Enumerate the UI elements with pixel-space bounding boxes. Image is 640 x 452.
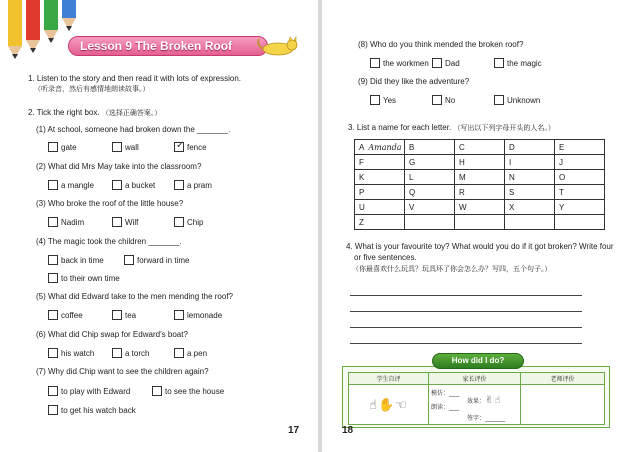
q2-8-option-3-label: the magic	[507, 59, 542, 68]
q2-8-option-3-checkbox[interactable]	[494, 58, 504, 68]
q2-2-option-3-checkbox[interactable]	[174, 180, 184, 190]
q2-6-option-2-checkbox[interactable]	[112, 348, 122, 358]
letter-cell[interactable]: T	[555, 185, 605, 200]
q2-4-option-3-checkbox[interactable]	[48, 273, 58, 283]
parent-field-signature: 签字：______	[467, 416, 506, 422]
letter-cell[interactable]	[455, 215, 505, 230]
q2-7-option-3-label: to get his watch back	[61, 406, 136, 415]
q2-3-question: (3) Who broke the roof of the little house?	[36, 199, 184, 208]
letter-cell[interactable]: F	[355, 155, 405, 170]
writing-line[interactable]	[350, 327, 582, 328]
letter-cell[interactable]: H	[455, 155, 505, 170]
q2-6-option-1-label: his watch	[61, 349, 95, 358]
blue-pencil-icon	[62, 0, 76, 30]
letter-cell[interactable]: Z	[355, 215, 405, 230]
q2-4-option-1-label: back in time	[61, 256, 104, 265]
q2-2-question: (2) What did Mrs May take into the classroom?	[36, 162, 202, 171]
q2-5-option-1-label: coffee	[61, 311, 83, 320]
q2-2-option-1-label: a mangle	[61, 181, 94, 190]
letter-cell[interactable]: G	[405, 155, 455, 170]
letter-cell[interactable]: J	[555, 155, 605, 170]
header-student: 学生自评	[349, 373, 429, 385]
q2-6-option-2-label: a torch	[125, 349, 150, 358]
letter-cell[interactable]: E	[555, 140, 605, 155]
table-row	[355, 200, 605, 215]
teacher-eval-cell[interactable]	[521, 385, 605, 425]
page-number-left: 17	[288, 425, 300, 436]
left-page	[0, 0, 318, 452]
table-row	[349, 385, 605, 425]
q2-6-option-1-checkbox[interactable]	[48, 348, 58, 358]
letter-cell[interactable]: W	[455, 200, 505, 215]
q2-7-option-1-checkbox[interactable]	[48, 386, 58, 396]
letter-cell[interactable]: X	[505, 200, 555, 215]
evaluation-title: How did I do?	[451, 356, 505, 365]
yellow-pencil-icon	[8, 0, 22, 58]
q2-6-question: (6) What did Chip swap for Edward’s boat?	[36, 330, 188, 339]
table-row	[355, 170, 605, 185]
q2-1-option-2-checkbox[interactable]	[112, 142, 122, 152]
q2-3-option-2-label: Wilf	[125, 218, 139, 227]
q2-9-option-2-label: No	[445, 96, 456, 105]
q2-7-option-2-checkbox[interactable]	[152, 386, 162, 396]
letter-cell[interactable]: I	[505, 155, 555, 170]
evaluation-table	[348, 372, 605, 425]
q2-4-option-2-label: forward in time	[137, 256, 190, 265]
letter-cell[interactable]: O	[555, 170, 605, 185]
q2-4-option-1-checkbox[interactable]	[48, 255, 58, 265]
writing-line[interactable]	[350, 343, 582, 344]
student-self-eval-cell[interactable]	[349, 385, 429, 425]
q2-5-option-3-checkbox[interactable]	[174, 310, 184, 320]
cat-icon	[254, 36, 300, 58]
q2-1-option-3-label: fence	[187, 143, 207, 152]
letter-cell[interactable]: C	[455, 140, 505, 155]
q2-9-option-3-checkbox[interactable]	[494, 95, 504, 105]
parent-field-reading: 朗读：___	[431, 405, 460, 411]
q2-8-option-2-checkbox[interactable]	[432, 58, 442, 68]
table-row	[349, 373, 605, 385]
q2-8-option-1-checkbox[interactable]	[370, 58, 380, 68]
q2-9-question: (9) Did they like the adventure?	[358, 77, 470, 86]
q2-9-option-3-label: Unknown	[507, 96, 541, 105]
letter-cell[interactable]: U	[355, 200, 405, 215]
q2-5-option-1-checkbox[interactable]	[48, 310, 58, 320]
letter-cell[interactable]: N	[505, 170, 555, 185]
q4-chinese: （你最喜欢什么玩具？玩具坏了你会怎么办？写四，五个句子。）	[352, 266, 552, 273]
header-teacher: 老师评价	[521, 373, 605, 385]
q2-2-option-1-checkbox[interactable]	[48, 180, 58, 190]
q2-7-option-3-checkbox[interactable]	[48, 405, 58, 415]
writing-line[interactable]	[350, 311, 582, 312]
red-pencil-icon	[26, 0, 40, 52]
parent-eval-cell[interactable]	[429, 385, 521, 425]
q2-8-option-1-label: the workmen	[383, 59, 429, 68]
q2-5-option-3-label: lemonade	[187, 311, 223, 320]
parent-field-effect: 效果：✌☝	[467, 395, 502, 406]
q2-1-option-2-label: wall	[125, 143, 139, 152]
letter-cell[interactable]	[405, 215, 455, 230]
q2-text: 2. Tick the right box. （选择正确答案。）	[28, 108, 162, 117]
q2-2-option-3-label: a pram	[187, 181, 212, 190]
parent-field-imitation: 模仿：___	[431, 391, 460, 397]
right-page	[322, 0, 640, 452]
q2-3-option-1-label: Nadim	[61, 218, 85, 227]
q2-5-option-2-checkbox[interactable]	[112, 310, 122, 320]
letter-cell[interactable]: V	[405, 200, 455, 215]
q2-1-option-3-checkbox-checked[interactable]	[174, 142, 184, 152]
q2-3-option-1-checkbox[interactable]	[48, 217, 58, 227]
q2-4-question: (4) The magic took the children _______.	[36, 237, 182, 246]
letter-cell[interactable]	[505, 215, 555, 230]
letter-cell[interactable]: B	[405, 140, 455, 155]
q2-4-option-3-label: to their own time	[61, 274, 120, 283]
letter-names-table	[354, 139, 605, 230]
table-row	[355, 155, 605, 170]
q2-3-option-2-checkbox[interactable]	[112, 217, 122, 227]
q4-text-line-1: 4. What is your favourite toy? What would you do if it got broken? Write four	[346, 242, 614, 251]
letter-cell[interactable]: L	[405, 170, 455, 185]
q2-9-option-2-checkbox[interactable]	[432, 95, 442, 105]
letter-cell[interactable]: M	[455, 170, 505, 185]
example-answer: Amanda	[368, 142, 402, 152]
q2-6-option-3-label: a pen	[187, 349, 208, 358]
letter-cell[interactable]: Q	[405, 185, 455, 200]
q2-5-option-2-label: tea	[125, 311, 137, 320]
q2-9-option-1-checkbox[interactable]	[370, 95, 380, 105]
q2-3-option-3-label: Chip	[187, 218, 204, 227]
q2-7-option-2-label: to see the house	[165, 387, 225, 396]
letter-cell[interactable]: R	[455, 185, 505, 200]
letter-cell[interactable]: P	[355, 185, 405, 200]
q2-9-option-1-label: Yes	[383, 96, 397, 105]
letter-cell[interactable]	[555, 215, 605, 230]
q1-text: 1. Listen to the story and then read it with lots of expression.	[28, 74, 242, 83]
q4-text-line-2: or five sentences.	[354, 253, 417, 262]
q2-7-option-1-label: to play with Edward	[61, 387, 131, 396]
q2-4-option-2-checkbox[interactable]	[124, 255, 134, 265]
q2-6-option-3-checkbox[interactable]	[174, 348, 184, 358]
q3-text: 3. List a name for each letter. （写出以下列字母开头的人名。）	[348, 123, 555, 132]
letter-cell[interactable]: A Amanda	[355, 140, 405, 155]
q2-2-option-2-label: a bucket	[125, 181, 156, 190]
letter-cell[interactable]: S	[505, 185, 555, 200]
q2-7-question: (7) Why did Chip want to see the children again?	[36, 367, 209, 376]
letter-cell[interactable]: Y	[555, 200, 605, 215]
q2-1-option-1-label: gate	[61, 143, 77, 152]
q2-5-question: (5) What did Edward take to the men mending the roof?	[36, 292, 233, 301]
table-row	[355, 185, 605, 200]
table-row	[355, 140, 605, 155]
lesson-title: Lesson 9 The Broken Roof	[80, 39, 233, 53]
q2-1-question: (1) At school, someone had broken down the _______.	[36, 125, 231, 134]
q2-8-option-2-label: Dad	[445, 59, 460, 68]
writing-line[interactable]	[350, 295, 582, 296]
q1-chinese: （听录音，然后有感情地朗读故事。）	[34, 86, 150, 93]
header-parent: 家长评价	[429, 373, 521, 385]
hand-rating-icon: ✌☝	[485, 395, 502, 406]
table-row	[355, 215, 605, 230]
page-number-right: 18	[342, 425, 354, 436]
green-pencil-icon	[44, 0, 58, 42]
q2-8-question: (8) Who do you think mended the broken roof?	[358, 40, 524, 49]
q2-3-option-3-checkbox[interactable]	[174, 217, 184, 227]
q2-1-option-1-checkbox[interactable]	[48, 142, 58, 152]
letter-cell[interactable]: K	[355, 170, 405, 185]
letter-cell[interactable]: D	[505, 140, 555, 155]
q2-2-option-2-checkbox[interactable]	[112, 180, 122, 190]
thumbs-rating-icon[interactable]: ☝✋☜	[369, 396, 408, 412]
